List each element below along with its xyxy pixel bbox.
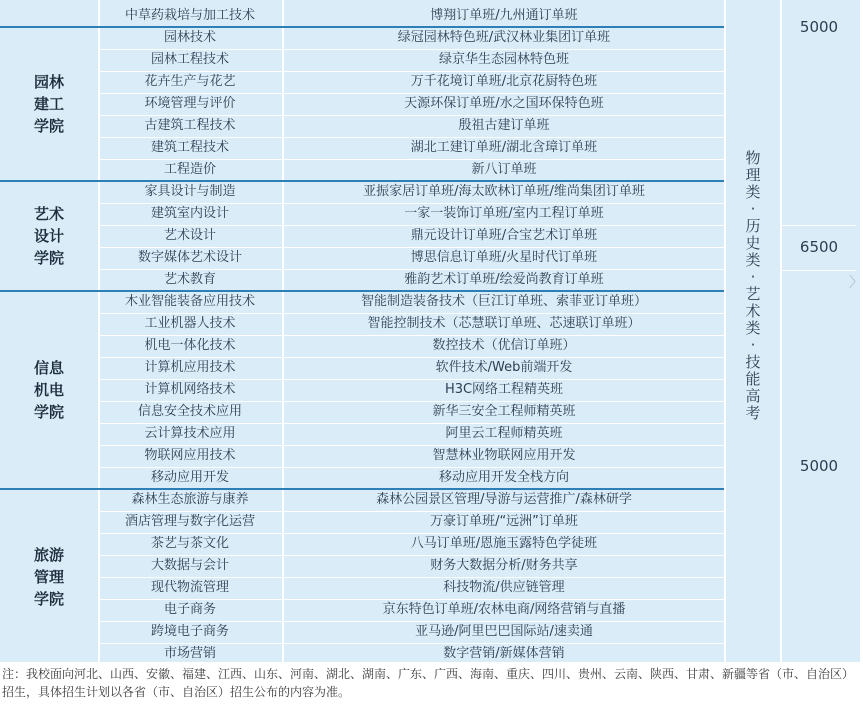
major-cell: 花卉生产与花艺 [144,74,236,89]
subject-category: 物 理 类 · 历 史 类 · 艺 术 类 · 技 能 高 考 [745,149,761,422]
row-divider [100,423,724,424]
class-cell: 万豪订单班/“远洲”订单班 [430,514,578,529]
college-label: 旅游 管理 学院 [33,546,64,608]
class-cell: 绿冠园林特色班/武汉林业集团订单班 [397,30,611,45]
row-divider [100,379,724,380]
major-cell: 环境管理与评价 [144,96,236,111]
class-cell: 数字营销/新媒体营销 [443,646,565,661]
major-cell: 园林技术 [163,30,216,45]
major-cell: 现代物流管理 [150,580,229,595]
row-divider [100,533,724,534]
class-cell: 软件技术/Web前端开发 [435,360,573,375]
major-cell: 移动应用开发 [150,470,229,485]
college-divider [0,180,724,182]
row-divider [100,445,724,446]
fee-divider [782,225,856,226]
class-cell: 天源环保订单班/水之国环保特色班 [404,96,604,111]
row-divider [100,401,724,402]
major-cell: 茶艺与茶文化 [150,536,229,551]
major-cell: 古建筑工程技术 [144,118,236,133]
major-cell: 市场营销 [163,646,216,661]
chevron-right-icon: 〉 [849,275,863,291]
college-divider [0,26,724,28]
row-divider [100,467,724,468]
major-cell: 电子商务 [163,602,216,617]
column-divider [780,0,782,662]
class-cell: H3C网络工程精英班 [444,382,564,397]
major-cell: 木业智能装备应用技术 [124,294,255,309]
major-cell: 艺术设计 [163,228,216,243]
major-cell: 工程造价 [163,162,216,177]
class-cell: 亚振家居订单班/海太欧林订单班/维尚集团订单班 [363,184,645,199]
major-cell: 跨境电子商务 [150,624,229,639]
major-cell: 中草药栽培与加工技术 [124,8,255,23]
major-cell: 园林工程技术 [150,52,229,67]
major-cell: 艺术教育 [163,272,216,287]
major-cell: 机电一体化技术 [144,338,236,353]
row-divider [100,137,724,138]
college-divider [0,290,724,292]
row-divider [100,115,724,116]
class-cell: 殷祖古建订单班 [458,118,550,133]
major-cell: 信息安全技术应用 [137,404,242,419]
fee-upper: 5000 [799,18,839,36]
row-divider [100,49,724,50]
class-cell: 鼎元设计订单班/合宝艺术订单班 [410,228,598,243]
college-label: 艺术 设计 学院 [33,205,64,267]
class-cell: 数控技术（优信订单班） [432,338,576,353]
class-cell: 亚马逊/阿里巴巴国际站/速卖通 [415,624,593,639]
class-cell: 绿京华生态园林特色班 [438,52,569,67]
class-cell: 万千花境订单班/北京花厨特色班 [410,74,598,89]
row-divider [100,313,724,314]
class-cell: 智能制造装备技术（巨江订单班、索菲亚订单班） [360,294,647,309]
class-cell: 阿里云工程师精英班 [445,426,563,441]
class-cell: 京东特色订单班/农林电商/网络营销与直播 [382,602,626,617]
major-cell: 建筑工程技术 [150,140,229,155]
row-divider [100,247,724,248]
college-label: 园林 建工 学院 [33,73,64,135]
row-divider [100,203,724,204]
major-cell: 家具设计与制造 [144,184,236,199]
class-cell: 博翔订单班/九州通订单班 [430,8,578,23]
class-cell: 智能控制技术（芯慧联订单班、芯速联订单班） [367,316,641,331]
fee-art: 6500 [799,238,839,256]
row-divider [100,555,724,556]
fee-divider [782,270,856,271]
major-cell: 酒店管理与数字化运营 [124,514,255,529]
major-cell: 工业机器人技术 [144,316,236,331]
footnote: 注：我校面向河北、山西、安徽、福建、江西、山东、河南、湖北、湖南、广东、广西、海南、重庆、四川、贵州、云南、陕西、甘肃、新疆等省（市、自治区）招生，具体招生计划以各省（市、自治区）招生公布的内容为准。 [2,667,855,699]
college-label: 信息 机电 学院 [33,359,64,421]
class-cell: 森林公园景区管理/导游与运营推广/森林研学 [376,492,632,507]
row-divider [100,577,724,578]
row-divider [100,335,724,336]
major-cell: 数字媒体艺术设计 [137,250,242,265]
class-cell: 湖北工建订单班/湖北含璋订单班 [410,140,598,155]
row-divider [100,225,724,226]
class-cell: 博思信息订单班/火星时代订单班 [410,250,598,265]
row-divider [100,643,724,644]
major-cell: 云计算技术应用 [144,426,236,441]
class-cell: 一家一装饰订单班/室内工程订单班 [404,206,604,221]
row-divider [100,71,724,72]
class-cell: 科技物流/供应链管理 [443,580,565,595]
class-cell: 新华三安全工程师精英班 [432,404,576,419]
class-cell: 移动应用开发全栈方向 [438,470,569,485]
class-cell: 新八订单班 [471,162,537,177]
major-cell: 建筑室内设计 [150,206,229,221]
row-divider [100,93,724,94]
major-cell: 大数据与会计 [150,558,229,573]
major-cell: 计算机网络技术 [144,382,236,397]
class-cell: 雅韵艺术订单班/绘爱尚教育订单班 [404,272,604,287]
row-divider [100,357,724,358]
class-cell: 智慧林业物联网应用开发 [432,448,576,463]
row-divider [100,621,724,622]
row-divider [100,159,724,160]
major-cell: 物联网应用技术 [144,448,236,463]
row-divider [100,269,724,270]
class-cell: 财务大数据分析/财务共享 [430,558,578,573]
major-cell: 森林生态旅游与康养 [131,492,249,507]
college-divider [0,488,724,490]
row-divider [100,511,724,512]
class-cell: 八马订单班/恩施玉露特色学徒班 [410,536,598,551]
row-divider [100,599,724,600]
major-cell: 计算机应用技术 [144,360,236,375]
fee-lower: 5000 [799,457,839,475]
